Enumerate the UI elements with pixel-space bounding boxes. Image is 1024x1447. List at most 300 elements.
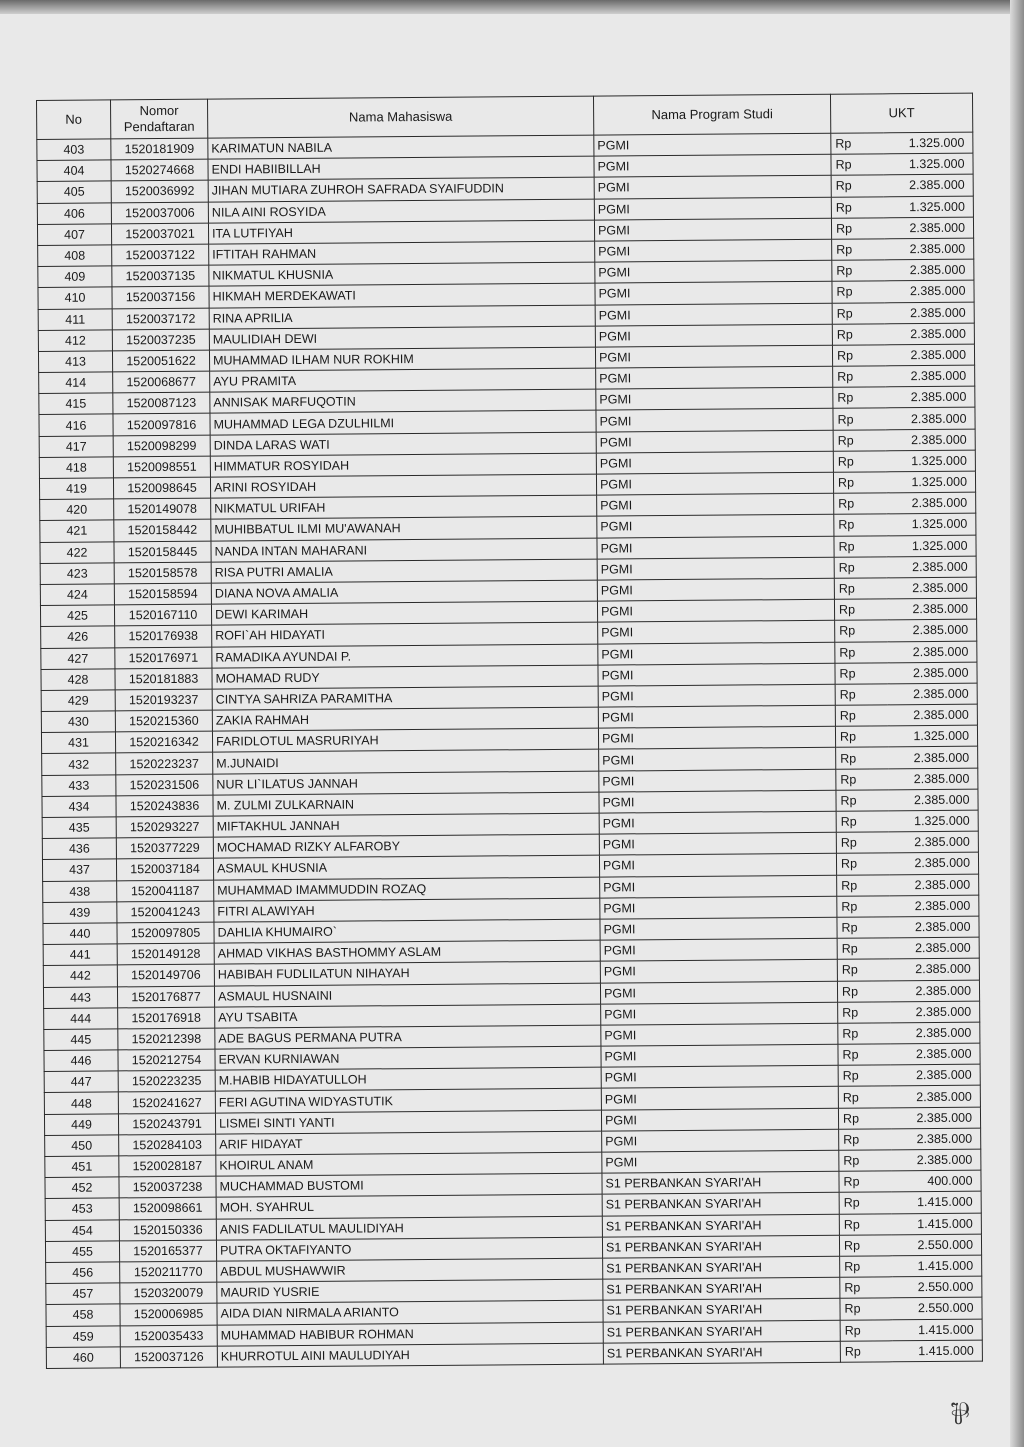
- row-no: 410: [38, 287, 112, 309]
- row-registration-number: 1520377229: [116, 837, 213, 859]
- row-ukt-amount: 2.385.000: [888, 831, 978, 853]
- row-no: 421: [40, 520, 114, 542]
- row-student-name: ASMAUL HUSNAINI: [214, 983, 600, 1007]
- row-program: PGMI: [595, 239, 832, 262]
- row-student-name: DAHLIA KHUMAIRO`: [214, 919, 600, 943]
- row-no: 448: [44, 1092, 118, 1114]
- row-program: PGMI: [597, 578, 834, 601]
- row-currency: Rp: [833, 472, 885, 494]
- row-registration-number: 1520041187: [117, 880, 214, 902]
- row-no: 404: [37, 160, 111, 182]
- header-student-name: Nama Mahasiswa: [207, 96, 593, 138]
- row-registration-number: 1520211770: [120, 1261, 217, 1283]
- row-ukt-amount: 2.385.000: [889, 958, 979, 980]
- row-currency: Rp: [834, 535, 886, 557]
- row-student-name: ARINI ROSYIDAH: [210, 474, 596, 498]
- row-ukt-amount: 1.325.000: [886, 535, 976, 557]
- row-no: 459: [46, 1325, 120, 1347]
- row-no: 436: [42, 838, 116, 860]
- row-program: S1 PERBANKAN SYARI'AH: [603, 1341, 840, 1364]
- header-program: Nama Program Studi: [593, 94, 830, 135]
- row-registration-number: 1520181909: [111, 138, 208, 160]
- row-registration-number: 1520036992: [111, 181, 208, 203]
- row-currency: Rp: [832, 302, 884, 324]
- row-registration-number: 1520241627: [118, 1092, 215, 1114]
- row-no: 406: [37, 202, 111, 224]
- row-currency: Rp: [834, 599, 886, 621]
- row-currency: Rp: [837, 917, 889, 939]
- row-registration-number: 1520176918: [118, 1007, 215, 1029]
- row-currency: Rp: [840, 1341, 892, 1363]
- row-program: PGMI: [600, 960, 837, 983]
- row-currency: Rp: [831, 196, 883, 218]
- row-student-name: RISA PUTRI AMALIA: [211, 559, 597, 583]
- row-program: S1 PERBANKAN SYARI'AH: [603, 1320, 840, 1343]
- document-sheet: [36, 93, 983, 1369]
- row-registration-number: 1520097805: [117, 922, 214, 944]
- row-ukt-amount: 2.385.000: [886, 577, 976, 599]
- row-ukt-amount: 2.385.000: [888, 768, 978, 790]
- row-ukt-amount: 2.385.000: [890, 1107, 980, 1129]
- row-currency: Rp: [837, 896, 889, 918]
- row-student-name: LISMEI SINTI YANTI: [215, 1110, 601, 1134]
- row-currency: Rp: [831, 154, 883, 176]
- row-currency: Rp: [840, 1256, 892, 1278]
- row-currency: Rp: [837, 959, 889, 981]
- row-registration-number: 1520243836: [116, 795, 213, 817]
- row-student-name: MAURID YUSRIE: [217, 1279, 603, 1303]
- row-registration-number: 1520193237: [115, 689, 212, 711]
- row-registration-number: 1520037235: [112, 329, 209, 351]
- row-currency: Rp: [836, 747, 888, 769]
- row-registration-number: 1520212398: [118, 1028, 215, 1050]
- row-program: PGMI: [598, 621, 835, 644]
- row-program: PGMI: [598, 705, 835, 728]
- row-registration-number: 1520158578: [114, 562, 211, 584]
- row-registration-number: 1520098645: [113, 477, 210, 499]
- row-currency: Rp: [834, 557, 886, 579]
- row-no: 418: [39, 457, 113, 479]
- row-registration-number: 1520243791: [118, 1113, 215, 1135]
- row-ukt-amount: 2.385.000: [887, 704, 977, 726]
- row-program: S1 PERBANKAN SYARI'AH: [603, 1256, 840, 1279]
- row-no: 435: [42, 817, 116, 839]
- row-currency: Rp: [836, 832, 888, 854]
- row-ukt-amount: 2.385.000: [889, 937, 979, 959]
- row-student-name: KHOIRUL ANAM: [216, 1152, 602, 1176]
- row-ukt-amount: 1.325.000: [885, 471, 975, 493]
- row-no: 426: [41, 626, 115, 648]
- row-currency: Rp: [832, 345, 884, 367]
- row-registration-number: 1520181883: [115, 668, 212, 690]
- row-no: 451: [45, 1156, 119, 1178]
- row-program: PGMI: [596, 451, 833, 474]
- row-ukt-amount: 2.385.000: [889, 874, 979, 896]
- row-program: PGMI: [601, 1087, 838, 1110]
- row-currency: Rp: [838, 1023, 890, 1045]
- row-ukt-amount: 2.385.000: [890, 1001, 980, 1023]
- row-no: 412: [38, 330, 112, 352]
- row-no: 446: [44, 1050, 118, 1072]
- row-currency: Rp: [840, 1277, 892, 1299]
- row-no: 403: [37, 139, 111, 161]
- row-student-name: MUHAMMAD IMAMMUDDIN ROZAQ: [214, 877, 600, 901]
- row-registration-number: 1520035433: [120, 1325, 217, 1347]
- row-currency: Rp: [839, 1213, 891, 1235]
- row-program: PGMI: [600, 875, 837, 898]
- row-no: 407: [37, 224, 111, 246]
- row-program: S1 PERBANKAN SYARI'AH: [603, 1277, 840, 1300]
- row-ukt-amount: 1.325.000: [885, 450, 975, 472]
- row-program: PGMI: [596, 388, 833, 411]
- row-ukt-amount: 2.385.000: [889, 895, 979, 917]
- row-student-name: ROFI`AH HIDAYATI: [212, 622, 598, 646]
- row-no: 405: [37, 181, 111, 203]
- row-student-name: ASMAUL KHUSNIA: [213, 855, 599, 879]
- row-currency: Rp: [837, 874, 889, 896]
- row-program: PGMI: [601, 1065, 838, 1088]
- row-registration-number: 1520037172: [112, 308, 209, 330]
- row-currency: Rp: [832, 260, 884, 282]
- row-student-name: ENDI HABIIBILLAH: [208, 156, 594, 180]
- row-program: S1 PERBANKAN SYARI'AH: [602, 1171, 839, 1194]
- row-student-name: MUHAMMAD ILHAM NUR ROKHIM: [209, 347, 595, 371]
- row-no: 428: [41, 669, 115, 691]
- row-student-name: DIANA NOVA AMALIA: [211, 580, 597, 604]
- row-ukt-amount: 2.385.000: [885, 365, 975, 387]
- row-ukt-amount: 1.325.000: [883, 153, 973, 175]
- row-registration-number: 1520006985: [120, 1303, 217, 1325]
- row-student-name: ABDUL MUSHAWWIR: [217, 1258, 603, 1282]
- row-student-name: MOH. SYAHRUL: [216, 1194, 602, 1218]
- row-ukt-amount: 2.385.000: [890, 1043, 980, 1065]
- row-currency: Rp: [833, 451, 885, 473]
- row-program: PGMI: [594, 176, 831, 199]
- row-currency: Rp: [833, 408, 885, 430]
- row-registration-number: 1520037126: [120, 1346, 217, 1368]
- row-ukt-amount: 2.385.000: [890, 1086, 980, 1108]
- row-no: 437: [42, 859, 116, 881]
- row-ukt-amount: 2.385.000: [887, 641, 977, 663]
- row-student-name: ZAKIA RAHMAH: [212, 707, 598, 731]
- row-currency: Rp: [838, 1065, 890, 1087]
- row-ukt-amount: 1.415.000: [892, 1340, 982, 1362]
- row-program: PGMI: [599, 748, 836, 771]
- row-no: 433: [42, 775, 116, 797]
- row-no: 460: [46, 1347, 120, 1369]
- row-no: 444: [44, 1008, 118, 1030]
- row-registration-number: 1520098661: [119, 1197, 216, 1219]
- row-student-name: NIKMATUL URIFAH: [211, 495, 597, 519]
- row-currency: Rp: [836, 853, 888, 875]
- row-no: 415: [39, 393, 113, 415]
- row-no: 455: [45, 1241, 119, 1263]
- row-student-name: M.HABIB HIDAYATULLOH: [215, 1067, 601, 1091]
- row-currency: Rp: [834, 578, 886, 600]
- row-currency: Rp: [833, 429, 885, 451]
- row-program: S1 PERBANKAN SYARI'AH: [602, 1214, 839, 1237]
- row-ukt-amount: 2.385.000: [890, 1064, 980, 1086]
- row-program: PGMI: [598, 726, 835, 749]
- row-ukt-amount: 1.325.000: [887, 725, 977, 747]
- row-student-name: RINA APRILIA: [209, 305, 595, 329]
- row-program: S1 PERBANKAN SYARI'AH: [602, 1235, 839, 1258]
- row-currency: Rp: [835, 641, 887, 663]
- row-no: 409: [38, 266, 112, 288]
- row-currency: Rp: [839, 1129, 891, 1151]
- row-student-name: HIMMATUR ROSYIDAH: [210, 453, 596, 477]
- row-ukt-amount: 1.415.000: [892, 1255, 982, 1277]
- row-currency: Rp: [832, 239, 884, 261]
- row-registration-number: 1520037006: [111, 202, 208, 224]
- row-currency: Rp: [831, 175, 883, 197]
- row-student-name: JIHAN MUTIARA ZUHROH SAFRADA SYAIFUDDIN: [208, 177, 594, 201]
- row-registration-number: 1520216342: [115, 731, 212, 753]
- row-currency: Rp: [835, 726, 887, 748]
- row-no: 442: [43, 965, 117, 987]
- row-registration-number: 1520223235: [118, 1070, 215, 1092]
- row-currency: Rp: [835, 705, 887, 727]
- row-registration-number: 1520223237: [116, 753, 213, 775]
- row-registration-number: 1520098299: [113, 435, 210, 457]
- row-student-name: MOHAMAD RUDY: [212, 665, 598, 689]
- row-program: PGMI: [599, 811, 836, 834]
- row-no: 430: [41, 711, 115, 733]
- row-ukt-amount: 2.385.000: [884, 344, 974, 366]
- row-student-name: NUR LI`ILATUS JANNAH: [213, 771, 599, 795]
- row-program: PGMI: [595, 260, 832, 283]
- row-registration-number: 1520041243: [117, 901, 214, 923]
- row-currency: Rp: [833, 387, 885, 409]
- row-currency: Rp: [836, 768, 888, 790]
- row-ukt-amount: 2.385.000: [891, 1149, 981, 1171]
- row-student-name: MUHIBBATUL ILMI MU'AWANAH: [211, 516, 597, 540]
- row-registration-number: 1520212754: [118, 1049, 215, 1071]
- row-currency: Rp: [831, 133, 883, 155]
- row-program: PGMI: [601, 1044, 838, 1067]
- row-student-name: IFTITAH RAHMAN: [209, 241, 595, 265]
- row-ukt-amount: 2.385.000: [884, 280, 974, 302]
- row-registration-number: 1520068677: [113, 371, 210, 393]
- row-student-name: MUHAMMAD LEGA DZULHILMI: [210, 411, 596, 435]
- row-currency: Rp: [832, 281, 884, 303]
- row-registration-number: 1520176877: [117, 986, 214, 1008]
- row-no: 456: [46, 1262, 120, 1284]
- row-no: 434: [42, 796, 116, 818]
- row-currency: Rp: [839, 1150, 891, 1172]
- row-no: 438: [43, 880, 117, 902]
- row-no: 447: [44, 1071, 118, 1093]
- row-student-name: NIKMATUL KHUSNIA: [209, 262, 595, 286]
- row-ukt-amount: 2.385.000: [885, 429, 975, 451]
- row-program: PGMI: [599, 790, 836, 813]
- row-ukt-amount: 2.385.000: [885, 386, 975, 408]
- row-student-name: DINDA LARAS WATI: [210, 432, 596, 456]
- row-program: PGMI: [597, 493, 834, 516]
- row-ukt-amount: 2.385.000: [889, 980, 979, 1002]
- row-registration-number: 1520158442: [114, 520, 211, 542]
- row-ukt-amount: 2.385.000: [886, 598, 976, 620]
- row-currency: Rp: [838, 1086, 890, 1108]
- row-ukt-amount: 1.325.000: [883, 196, 973, 218]
- row-currency: Rp: [839, 1235, 891, 1257]
- row-ukt-amount: 1.415.000: [891, 1191, 981, 1213]
- row-currency: Rp: [835, 663, 887, 685]
- row-registration-number: 1520149078: [114, 498, 211, 520]
- row-no: 425: [40, 605, 114, 627]
- row-program: PGMI: [597, 557, 834, 580]
- row-registration-number: 1520149128: [117, 943, 214, 965]
- row-no: 452: [45, 1177, 119, 1199]
- row-program: PGMI: [601, 1023, 838, 1046]
- row-student-name: FITRI ALAWIYAH: [214, 898, 600, 922]
- row-ukt-amount: 2.385.000: [885, 408, 975, 430]
- row-student-name: AIDA DIAN NIRMALA ARIANTO: [217, 1300, 603, 1324]
- row-program: PGMI: [594, 218, 831, 241]
- student-fee-table: [36, 93, 983, 1369]
- row-registration-number: 1520231506: [116, 774, 213, 796]
- row-program: PGMI: [594, 133, 831, 156]
- row-no: 440: [43, 923, 117, 945]
- row-program: PGMI: [596, 366, 833, 389]
- row-program: S1 PERBANKAN SYARI'AH: [603, 1299, 840, 1322]
- row-registration-number: 1520158594: [114, 583, 211, 605]
- row-program: PGMI: [595, 345, 832, 368]
- row-program: PGMI: [601, 1002, 838, 1025]
- row-program: PGMI: [600, 917, 837, 940]
- row-registration-number: 1520037021: [111, 223, 208, 245]
- row-student-name: AYU TSABITA: [215, 1004, 601, 1028]
- row-program: PGMI: [595, 282, 832, 305]
- row-ukt-amount: 1.325.000: [886, 514, 976, 536]
- row-ukt-amount: 2.385.000: [884, 323, 974, 345]
- row-currency: Rp: [833, 366, 885, 388]
- row-ukt-amount: 2.385.000: [883, 217, 973, 239]
- row-no: 443: [43, 986, 117, 1008]
- row-program: PGMI: [596, 472, 833, 495]
- row-student-name: MIFTAKHUL JANNAH: [213, 813, 599, 837]
- row-program: PGMI: [602, 1129, 839, 1152]
- row-program: PGMI: [594, 197, 831, 220]
- row-registration-number: 1520176971: [115, 647, 212, 669]
- row-student-name: M. ZULMI ZULKARNAIN: [213, 792, 599, 816]
- row-currency: Rp: [834, 514, 886, 536]
- row-no: 416: [39, 414, 113, 436]
- row-ukt-amount: 2.385.000: [888, 747, 978, 769]
- row-program: PGMI: [595, 324, 832, 347]
- row-registration-number: 1520037122: [112, 244, 209, 266]
- row-student-name: ADE BAGUS PERMANA PUTRA: [215, 1025, 601, 1049]
- row-no: 431: [41, 732, 115, 754]
- row-program: PGMI: [597, 536, 834, 559]
- row-program: PGMI: [599, 832, 836, 855]
- row-ukt-amount: 1.325.000: [883, 132, 973, 154]
- row-program: PGMI: [598, 642, 835, 665]
- row-currency: Rp: [836, 790, 888, 812]
- row-no: 413: [38, 351, 112, 373]
- row-registration-number: 1520098551: [113, 456, 210, 478]
- row-registration-number: 1520320079: [120, 1282, 217, 1304]
- row-registration-number: 1520037184: [116, 859, 213, 881]
- row-no: 411: [38, 308, 112, 330]
- row-registration-number: 1520165377: [119, 1240, 216, 1262]
- row-no: 422: [40, 541, 114, 563]
- row-student-name: HABIBAH FUDLILATUN NIHAYAH: [214, 961, 600, 985]
- row-ukt-amount: 2.385.000: [883, 175, 973, 197]
- row-program: PGMI: [599, 769, 836, 792]
- row-student-name: AYU PRAMITA: [210, 368, 596, 392]
- row-currency: Rp: [839, 1171, 891, 1193]
- row-program: PGMI: [599, 854, 836, 877]
- row-currency: Rp: [838, 1107, 890, 1129]
- row-registration-number: 1520087123: [113, 392, 210, 414]
- row-registration-number: 1520158445: [114, 541, 211, 563]
- row-no: 457: [46, 1283, 120, 1305]
- row-program: PGMI: [598, 684, 835, 707]
- row-ukt-amount: 2.385.000: [884, 302, 974, 324]
- row-student-name: NILA AINI ROSYIDA: [208, 199, 594, 223]
- row-student-name: ITA LUTFIYAH: [208, 220, 594, 244]
- row-student-name: MUHAMMAD HABIBUR ROHMAN: [217, 1322, 603, 1346]
- row-currency: Rp: [832, 324, 884, 346]
- row-no: 417: [39, 436, 113, 458]
- row-program: PGMI: [596, 430, 833, 453]
- row-no: 429: [41, 690, 115, 712]
- row-student-name: MUCHAMMAD BUSTOMI: [216, 1173, 602, 1197]
- row-student-name: RAMADIKA AYUNDAI P.: [212, 644, 598, 668]
- row-ukt-amount: 2.550.000: [891, 1234, 981, 1256]
- row-currency: Rp: [837, 980, 889, 1002]
- row-student-name: M.JUNAIDI: [213, 750, 599, 774]
- header-registration-number: Nomor Pendaftaran: [111, 99, 208, 139]
- row-program: PGMI: [600, 896, 837, 919]
- row-no: 408: [38, 245, 112, 267]
- row-currency: Rp: [831, 218, 883, 240]
- row-ukt-amount: 2.385.000: [884, 259, 974, 281]
- header-ukt: UKT: [830, 93, 972, 133]
- row-no: 445: [44, 1029, 118, 1051]
- row-registration-number: 1520097816: [113, 414, 210, 436]
- row-no: 427: [41, 647, 115, 669]
- row-no: 414: [39, 372, 113, 394]
- row-student-name: MAULIDIAH DEWI: [209, 326, 595, 350]
- row-ukt-amount: 2.385.000: [889, 916, 979, 938]
- handwritten-initial: ⅌: [950, 1397, 970, 1432]
- row-student-name: ANNISAK MARFUQOTIN: [210, 389, 596, 413]
- row-currency: Rp: [838, 1044, 890, 1066]
- row-registration-number: 1520167110: [114, 604, 211, 626]
- row-registration-number: 1520150336: [119, 1219, 216, 1241]
- row-registration-number: 1520051622: [112, 350, 209, 372]
- row-no: 453: [45, 1198, 119, 1220]
- row-student-name: FARIDLOTUL MASRURIYAH: [212, 728, 598, 752]
- row-currency: Rp: [839, 1192, 891, 1214]
- row-no: 454: [45, 1219, 119, 1241]
- row-program: PGMI: [598, 663, 835, 686]
- row-no: 423: [40, 563, 114, 585]
- row-currency: Rp: [840, 1298, 892, 1320]
- row-student-name: ERVAN KURNIAWAN: [215, 1046, 601, 1070]
- row-no: 424: [40, 584, 114, 606]
- row-student-name: DEWI KARIMAH: [211, 601, 597, 625]
- row-program: PGMI: [596, 409, 833, 432]
- row-registration-number: 1520293227: [116, 816, 213, 838]
- row-registration-number: 1520284103: [119, 1134, 216, 1156]
- row-student-name: ANIS FADLILATUL MAULIDIYAH: [216, 1216, 602, 1240]
- scan-border-right: [1010, 0, 1024, 1447]
- row-ukt-amount: 2.385.000: [888, 852, 978, 874]
- scan-border-top: [0, 0, 1024, 14]
